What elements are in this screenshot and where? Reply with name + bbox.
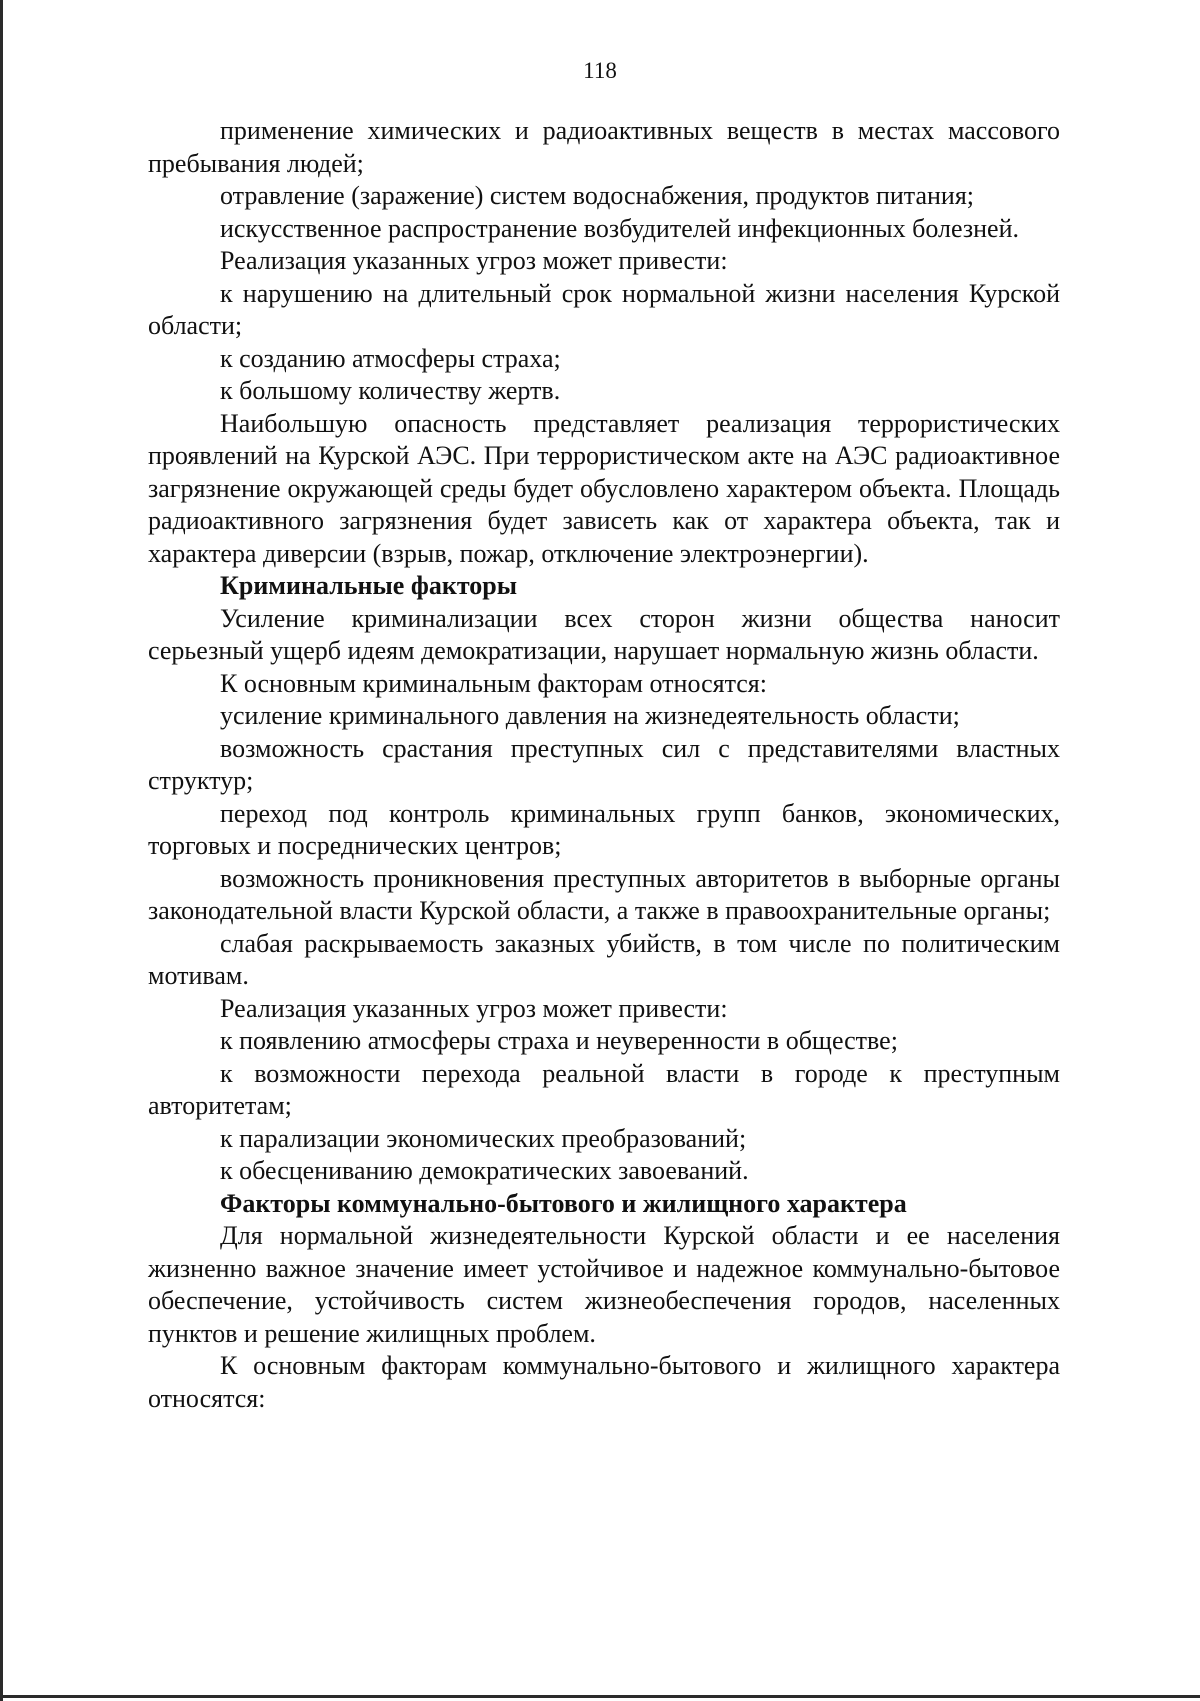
list-item: к нарушению на длительный срок нормальной жизни населения Курской области; — [148, 278, 1060, 340]
list-item: к появлению атмосферы страха и неуверенности в обществе; — [220, 1026, 898, 1055]
paragraph: Наибольшую опасность представляет реализация террористических проявлений на Курской АЭС. При террористическом акте на АЭС радиоактивное загрязнение окружающей среды будет обусловлено характером объекта. Площадь радиоактивного загрязнения будет зависеть как от характера объекта, так и характера диверсии (взрыв, пожар, отключение электроэнергии). — [148, 408, 1060, 568]
section-heading: Криминальные факторы — [220, 571, 518, 600]
list-item: к обесцениванию демократических завоеваний. — [220, 1156, 749, 1185]
list-item: слабая раскрываемость заказных убийств, в том числе по политическим мотивам. — [148, 928, 1060, 990]
paragraph: Реализация указанных угроз может привести: — [220, 993, 728, 1023]
list-item: возможность срастания преступных сил с представителями властных структур; — [148, 733, 1060, 795]
paragraph: К основным криминальным факторам относятся: — [220, 668, 767, 698]
list-item: к созданию атмосферы страха; — [220, 343, 561, 373]
list-item: переход под контроль криминальных групп банков, экономических, торговых и посреднических центров; — [148, 798, 1060, 860]
list-item: искусственное распространение возбудителей инфекционных болезней. — [220, 213, 1020, 243]
list-item: к возможности перехода реальной власти в городе к преступным авторитетам; — [148, 1058, 1060, 1120]
list-item: усиление криминального давления на жизнедеятельность области; — [220, 701, 960, 730]
list-item: отравление (заражение) систем водоснабжения, продуктов питания; — [220, 181, 975, 210]
scan-edge-left — [0, 0, 3, 1701]
paragraph: Реализация указанных угроз может привести: — [220, 246, 728, 275]
paragraph: Для нормальной жизнедеятельности Курской области и ее населения жизненно важное значение имеет устойчивое и надежное коммунально-бытовое обеспечение, устойчивость систем жизнеобеспечения городов, населенных пунктов и решение жилищных проблем. — [148, 1221, 1060, 1348]
section-heading: Факторы коммунально-бытового и жилищного характера — [220, 1188, 907, 1218]
document-body — [148, 115, 1060, 1415]
page-number: 118 — [583, 58, 617, 83]
list-item: возможность проникновения преступных авторитетов в выборные органы законодательной власти Курской области, а также в правоохранительные органы; — [148, 863, 1060, 925]
list-item: применение химических и радиоактивных веществ в местах массового пребывания людей; — [148, 116, 1060, 178]
list-item: к парализации экономических преобразований; — [220, 1123, 747, 1153]
paragraph: Усиление криминализации всех сторон жизни общества наносит серьезный ущерб идеям демократизации, нарушает нормальную жизнь области. — [148, 603, 1060, 665]
scan-edge-bottom — [0, 1695, 1200, 1698]
list-item: к большому количеству жертв. — [220, 376, 561, 405]
paragraph: К основным факторам коммунально-бытового и жилищного характера относятся: — [148, 1351, 1060, 1413]
